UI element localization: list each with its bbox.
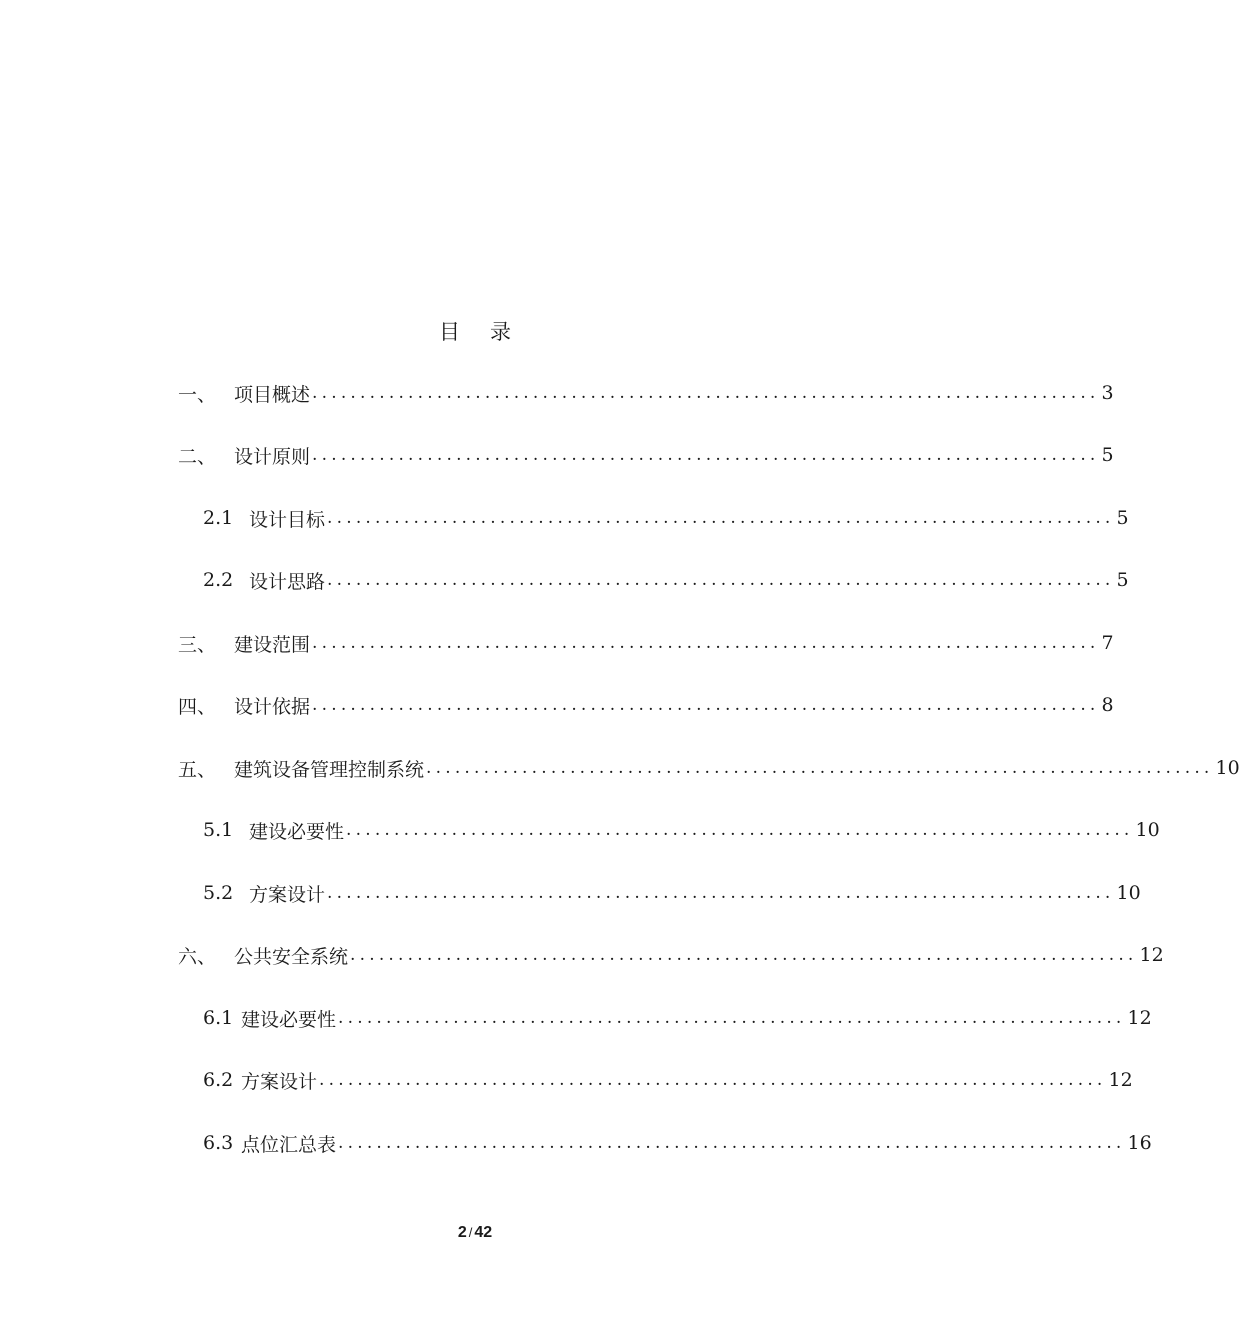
toc-dot-leader: .................................................................................. (312, 445, 1100, 465)
toc-title-char-2: 录 (490, 320, 511, 344)
page-separator: / (468, 1225, 473, 1240)
toc-dot-leader: .................................................................................. (350, 945, 1138, 965)
toc-entry-text: 设计目标 (249, 508, 326, 531)
toc-entry-text: 建设必要性 (249, 820, 345, 843)
toc-entry-text: 建设范围 (234, 633, 311, 656)
toc-entry-number: 2.1 (203, 507, 234, 529)
toc-entry-page: 5 (1101, 444, 1114, 466)
toc-entry-13[interactable] (203, 1125, 1152, 1161)
toc-entry-page: 12 (1127, 1007, 1152, 1029)
current-page-number: 2 (457, 1224, 467, 1241)
toc-dot-leader: .................................................................................. (338, 1133, 1126, 1153)
toc-dot-leader: .................................................................................. (312, 383, 1100, 403)
toc-entry-number: 6.1 (203, 1007, 234, 1029)
toc-entry-text: 建筑设备管理控制系统 (234, 758, 425, 781)
toc-entry-text: 项目概述 (234, 383, 311, 406)
toc-entry-number: 6.2 (203, 1069, 234, 1091)
toc-entry-number: 5.2 (203, 882, 234, 904)
toc-dot-leader: .................................................................................. (426, 758, 1214, 778)
toc-entry-5[interactable] (178, 625, 1114, 661)
toc-entry-number: 6.3 (203, 1132, 234, 1154)
toc-entry-text: 设计思路 (249, 570, 326, 593)
toc-entry-number: 六、 (178, 945, 217, 968)
toc-title (0, 316, 950, 346)
toc-dot-leader: .................................................................................. (338, 1008, 1126, 1028)
toc-entry-10[interactable] (178, 937, 1164, 973)
toc-entry-text: 建设必要性 (241, 1008, 337, 1031)
toc-entry-number: 二、 (178, 445, 217, 468)
toc-entry-page: 10 (1135, 819, 1160, 841)
toc-dot-leader: .................................................................................. (346, 820, 1134, 840)
toc-entry-text: 点位汇总表 (241, 1133, 337, 1156)
toc-entry-text: 方案设计 (241, 1070, 318, 1093)
toc-entry-12[interactable] (203, 1062, 1133, 1098)
toc-dot-leader: .................................................................................. (327, 570, 1115, 590)
total-page-count: 42 (474, 1224, 493, 1241)
page-number-footer (0, 1224, 950, 1242)
toc-entry-text: 公共安全系统 (234, 945, 349, 968)
toc-entry-number: 三、 (178, 633, 217, 656)
toc-entry-number: 5.1 (203, 819, 234, 841)
toc-entry-1[interactable] (178, 375, 1114, 411)
toc-entry-number: 四、 (178, 695, 217, 718)
toc-entry-page: 5 (1116, 507, 1129, 529)
toc-entry-6[interactable] (178, 687, 1114, 723)
toc-entry-number: 五、 (178, 758, 217, 781)
toc-entry-2[interactable] (178, 437, 1114, 473)
toc-entry-page: 12 (1139, 944, 1164, 966)
toc-entry-page: 12 (1108, 1069, 1133, 1091)
toc-entry-page: 5 (1116, 569, 1129, 591)
toc-entry-page: 3 (1101, 382, 1114, 404)
toc-entry-4[interactable] (203, 562, 1129, 598)
toc-entry-8[interactable] (203, 812, 1160, 848)
toc-dot-leader: .................................................................................. (327, 883, 1115, 903)
toc-entry-11[interactable] (203, 1000, 1152, 1036)
toc-entry-number: 2.2 (203, 569, 234, 591)
toc-entry-text: 设计依据 (234, 695, 311, 718)
toc-dot-leader: .................................................................................. (312, 633, 1100, 653)
toc-entry-number: 一、 (178, 383, 217, 406)
toc-dot-leader: .................................................................................. (312, 695, 1100, 715)
toc-entry-text: 方案设计 (249, 883, 326, 906)
toc-entry-page: 10 (1116, 882, 1141, 904)
toc-entry-page: 10 (1215, 757, 1240, 779)
toc-entry-9[interactable] (203, 875, 1141, 911)
toc-entry-7[interactable] (178, 750, 1240, 786)
toc-entry-page: 8 (1101, 694, 1114, 716)
toc-dot-leader: .................................................................................. (327, 508, 1115, 528)
toc-entry-text: 设计原则 (234, 445, 311, 468)
toc-entry-3[interactable] (203, 500, 1129, 536)
toc-title-char-1: 目 (439, 320, 460, 344)
toc-entry-page: 7 (1101, 632, 1114, 654)
toc-entry-page: 16 (1127, 1132, 1152, 1154)
toc-dot-leader: .................................................................................. (319, 1070, 1107, 1090)
